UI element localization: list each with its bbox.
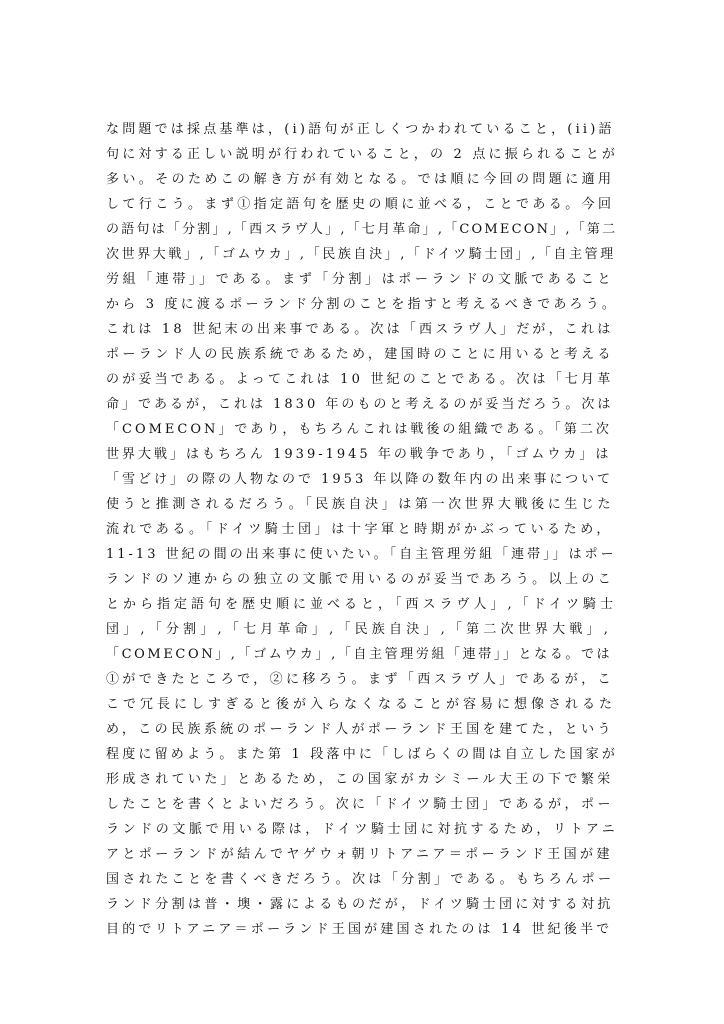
text-line: 目的でリトアニア＝ポーランド王国が建国されたのは 14 世紀後半で	[106, 922, 613, 937]
text-line: 使うと推測されるだろう。「民族自決」は第一次世界大戦後に生じた	[106, 497, 615, 512]
text-line: これは 18 世紀末の出来事である。次は「西スラヴ人」だが，これは	[106, 322, 614, 337]
text-line: 次世界大戦」,「ゴムウカ」,「民族自決」,「ドイツ騎士団」,「自主管理	[106, 247, 616, 262]
text-line: ランドのソ連からの独立の文脈で用いるのが妥当であろう。以上のこ	[106, 572, 615, 587]
text-line: め，この民族系統のポーランド人がポーランド王国を建てた，という	[106, 722, 614, 737]
text-line: ①ができたところで，②に移ろう。まず「西スラヴ人」であるが，こ	[106, 672, 615, 687]
text-line: 11-13 世紀の間の出来事に使いたい。「自主管理労組「連帯」」はポー	[106, 547, 617, 562]
text-line: こで冗長にしすぎると後が入らなくなることが容易に想像されるた	[106, 697, 617, 712]
text-line: から 3 度に渡るポーランド分割のことを指すと考えるべきであろう。	[106, 297, 619, 312]
text-line: な問題では採点基準は，(i)語句が正しくつかわれていること，(ii)語	[106, 122, 615, 137]
text-line: 労組「連帯」」である。まず「分割」はポーランドの文脈であること	[106, 272, 615, 287]
text-line: とから指定語句を歴史順に並べると，「西スラヴ人」,「ドイツ騎士	[106, 597, 617, 612]
text-line: して行こう。まず①指定語句を歴史の順に並べる，ことである。今回	[106, 197, 615, 212]
text-line: 程度に留めよう。また第 1 段落中に「しばらくの間は自立した国家が	[106, 747, 619, 762]
text-line: 「COMECON」,「ゴムウカ」,「自主管理労組「連帯」」となる。では	[106, 647, 613, 662]
text-line: 「COMECON」であり，もちろんこれは戦後の組織である。「第二次	[106, 422, 612, 437]
text-line: ランドの文脈で用いる際は，ドイツ騎士団に対抗するため，リトアニ	[106, 822, 619, 837]
text-line: のが妥当である。よってこれは 10 世紀のことである。次は「七月革	[106, 372, 614, 387]
text-line: 団」,「分割」,「七月革命」,「民族自決」,「第二次世界大戦」,	[106, 622, 613, 637]
text-line: 流れである。「ドイツ騎士団」は十字軍と時期がかぶっているため，	[106, 522, 613, 537]
text-line: 多い。そのためこの解き方が有効となる。では順に今回の問題に適用	[106, 172, 615, 187]
text-line: 「雪どけ」の際の人物なので 1953 年以降の数年内の出来事について	[106, 472, 614, 487]
text-line: 国されたことを書くべきだろう。次は「分割」である。もちろんポー	[106, 872, 615, 887]
text-line: 句に対する正しい説明が行われていること，の 2 点に振られることが	[106, 147, 619, 162]
text-line: 命」であるが，これは 1830 年のものと考えるのが妥当だろう。次は	[106, 397, 614, 412]
text-line: 世界大戦」はもちろん 1939-1945 年の戦争であり，「ゴムウカ」は	[106, 447, 612, 462]
text-line: の語句は「分割」,「西スラヴ人」,「七月革命」,「COMECON」,「第二	[106, 222, 618, 237]
text-line: ポーランド人の民族系統であるため，建国時のことに用いると考える	[106, 347, 614, 362]
text-line: したことを書くとよいだろう。次に「ドイツ騎士団」であるが，ポー	[106, 797, 614, 812]
text-line: 形成されていた」とあるため，この国家がカシミール大王の下で繁栄	[106, 772, 614, 787]
text-line: ランド分割は普・墺・露によるものだが，ドイツ騎士団に対する対抗	[106, 897, 614, 912]
text-line: アとポーランドが結んでヤゲウォ朝リトアニア＝ポーランド王国が建	[106, 847, 613, 862]
